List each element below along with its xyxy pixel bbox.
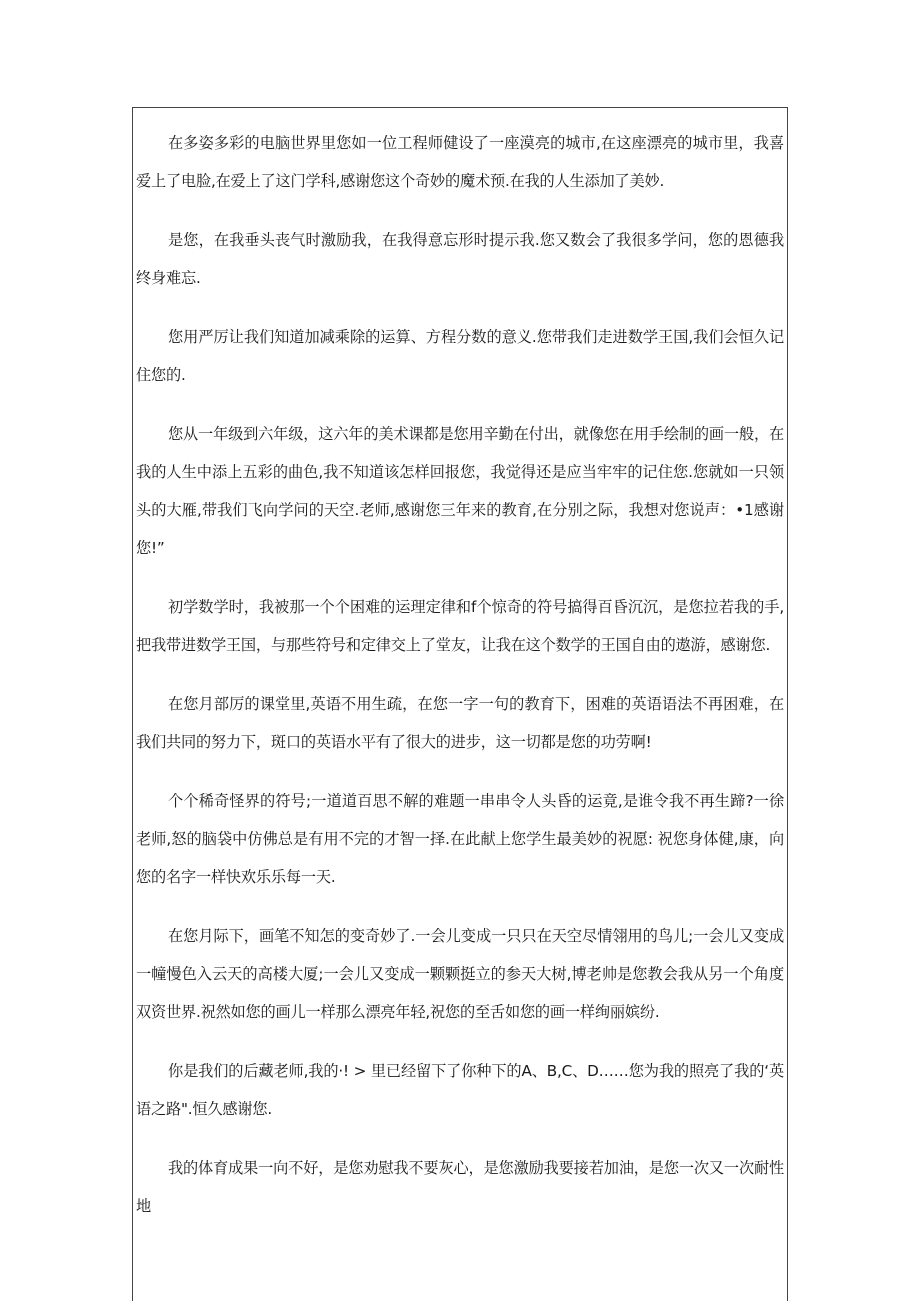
paragraph: 您从一年级到六年级，这六年的美术课都是您用辛勤在付出，就像您在用手绘制的画一般，在我的人生中添上五彩的曲色,我不知道该怎样回报您，我觉得还是应当牢牢的记住您.您就如一只领头的大雁,带我们飞向学问的天空.老师,感谢您三年来的教育,在分别之际，我想对您说声：•1感谢您!” xyxy=(136,425,784,557)
paragraph: 在您月际下，画笔不知怎的变奇妙了.一会儿变成一只只在天空尽情翎用的鸟儿;一会儿又变成一幢慢色入云天的高楼大厦;一会儿又变成一颗颗挺立的参天大树,博老帅是您教会我从另一个角度双资世界.祝然如您的画儿一样那么漂亮年轻,祝您的至舌如您的画一样绚丽嫔纷. xyxy=(136,927,784,1021)
paragraph: 个个稀奇怪界的符号;一道道百思不解的难题一串串令人头昏的运竟,是谁令我不再生蹄?一徐老师,怒的脑袋中仿佛总是有用不完的才智一择.在此献上您学生最美妙的祝愿: 祝您身体健,康，向您的名字一样快欢乐乐每一天. xyxy=(136,792,784,886)
document-body xyxy=(136,124,784,1246)
paragraph: 在您月部厉的课堂里,英语不用生疏，在您一字一句的教育下，困难的英语语法不再困难，在我们共同的努力下，斑口的英语水平有了很大的进步，这一切都是您的功劳啊! xyxy=(136,695,784,751)
paragraph: 初学数学时，我被那一个个困难的运理定律和f个惊奇的符号搞得百昏沉沉，是您拉若我的手,把我带进数学王国，与那些符号和定律交上了堂友，让我在这个数学的王国自由的遨游，感谢您. xyxy=(136,598,784,654)
page-frame xyxy=(132,107,788,1301)
paragraph: 你是我们的后藏老师,我的·! > 里已经留下了你种下的A、B,C、D……您为我的照亮了我的‘英语之路".恒久感谢您. xyxy=(136,1062,784,1118)
paragraph: 在多姿多彩的电脑世界里您如一位工程师健设了一座漠亮的城市,在这座漂亮的城市里，我喜爱上了电脸,在爱上了这门学科,感谢您这个奇妙的魔术预.在我的人生添加了美妙. xyxy=(136,134,784,190)
paragraph: 您用严厉让我们知道加减乘除的运算、方程分数的意义.您带我们走进数学王国,我们会恒久记住您的. xyxy=(136,328,784,384)
paragraph: 我的体育成果一向不好，是您劝慰我不要灰心，是您激励我要接若加油，是您一次又一次耐性地 xyxy=(136,1159,784,1215)
paragraph: 是您，在我垂头丧气时激励我，在我得意忘形时提示我.您又数会了我很多学问，您的恩德我终身难忘. xyxy=(136,231,784,287)
